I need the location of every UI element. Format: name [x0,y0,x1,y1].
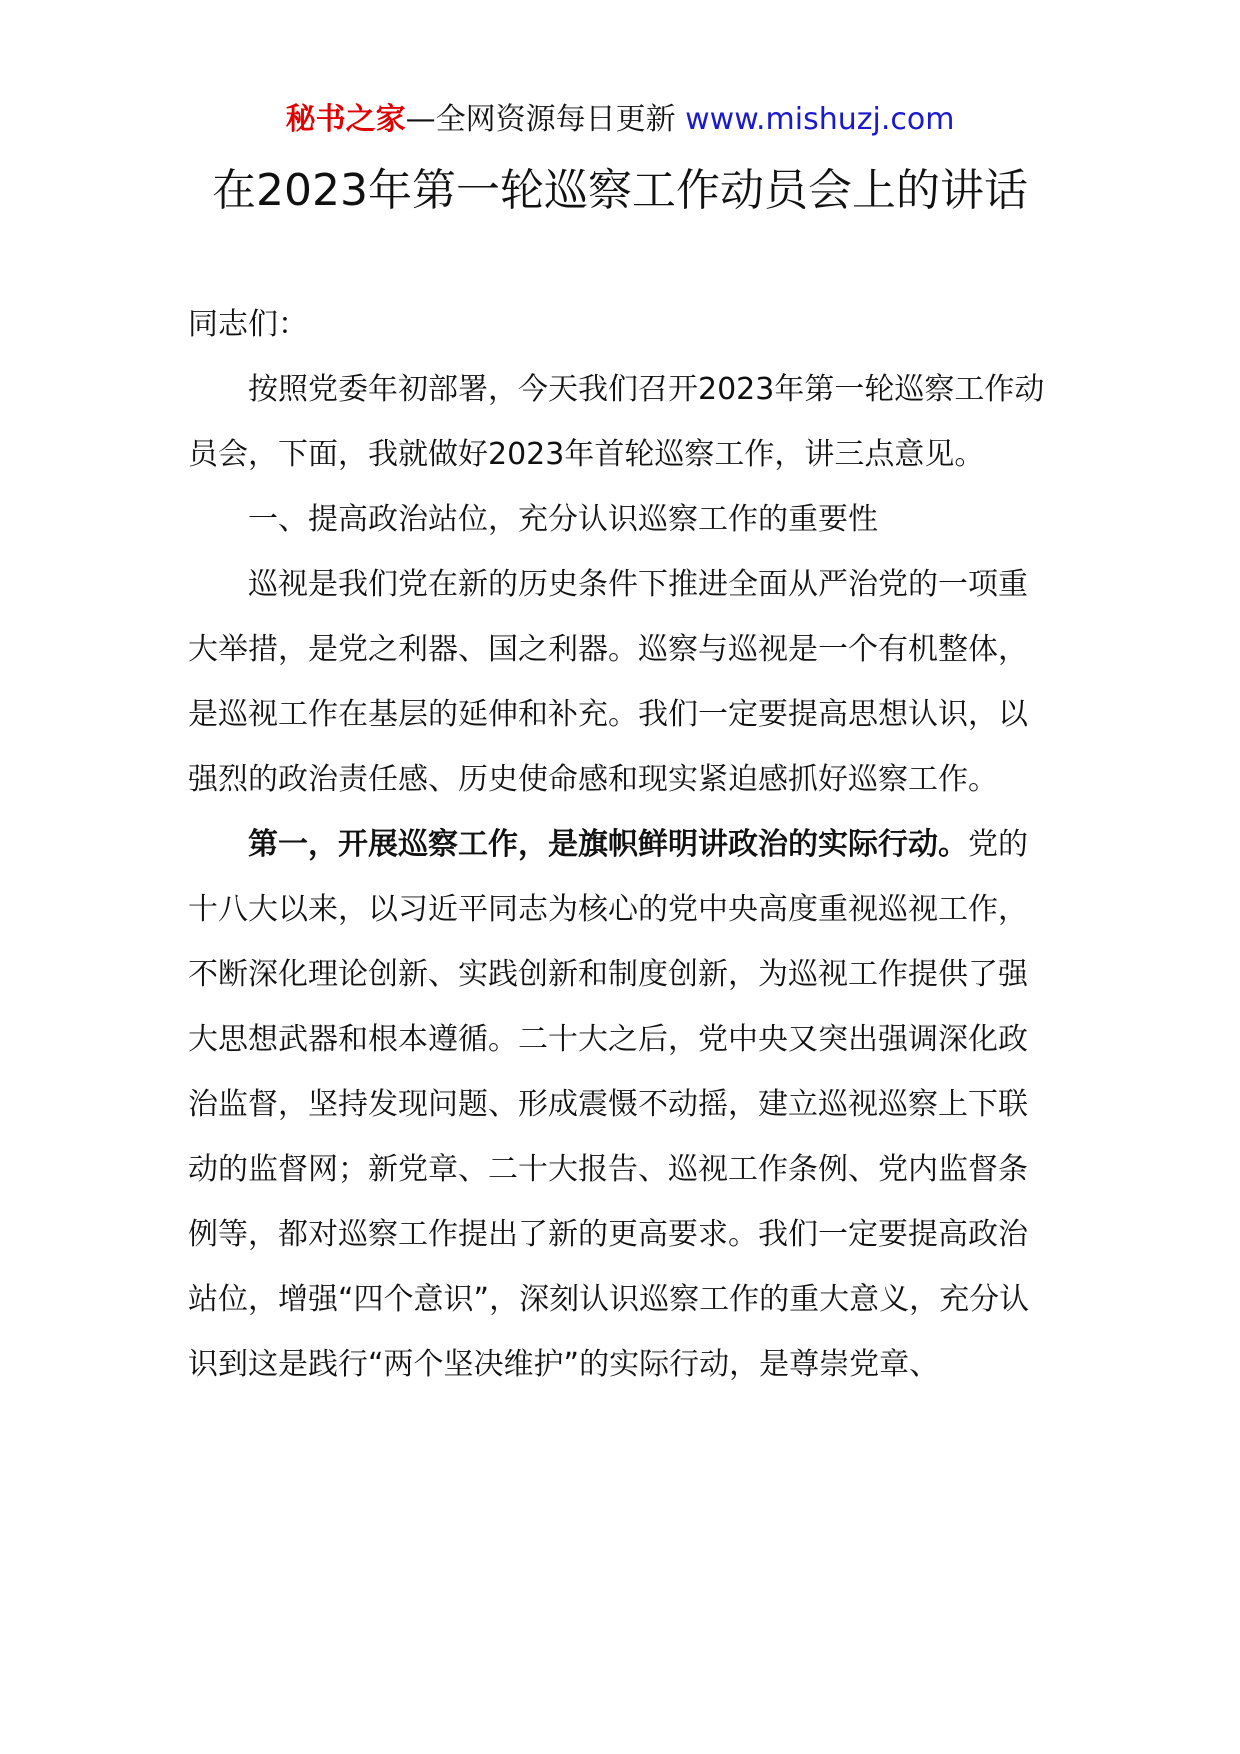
point-1-lead: 第一，开展巡察工作，是旗帜鲜明讲政治的实际行动。 [248,827,968,862]
site-header-banner [0,98,1240,142]
section-1-heading: 一、提高政治站位，充分认识巡察工作的重要性 [248,502,878,537]
document-title: 在2023年第一轮巡察工作动员会上的讲话 [212,165,1028,216]
point-1-paragraph [188,812,1048,1397]
header-tagline: —全网资源每日更新 [405,102,686,137]
document-body [188,292,1048,1397]
site-url-link[interactable]: www.mishuzj.com [685,102,955,137]
salutation: 同志们： [188,307,308,342]
point-1-body: 党的十八大以来，以习近平同志为核心的党中央高度重视巡视工作，不断深化理论创新、实践创新和制度创新，为巡视工作提供了强大思想武器和根本遵循。二十大之后，党中央又突出强调深化政治监督，坚持发现问题、形成震慑不动摇，建立巡视巡察上下联动的监督网；新党章、二十大报告、巡视工作条例、党内监督条例等，都对巡察工作提出了新的更高要求。我们一定要提高政治站位，增强“四个意识”，深刻认识巡察工作的重大意义，充分认识到这是践行“两个坚决维护”的实际行动，是尊崇党章、 [188,827,1030,1382]
intro-paragraph: 按照党委年初部署，今天我们召开2023年第一轮巡察工作动员会，下面，我就做好2023年首轮巡察工作，讲三点意见。 [188,372,1045,472]
brand-name: 秘书之家 [285,102,406,137]
section-1-paragraph: 巡视是我们党在新的历史条件下推进全面从严治党的一项重大举措，是党之利器、国之利器。巡察与巡视是一个有机整体，是巡视工作在基层的延伸和补充。我们一定要提高思想认识，以强烈的政治责任感、历史使命感和现实紧迫感抓好巡察工作。 [188,567,1028,797]
